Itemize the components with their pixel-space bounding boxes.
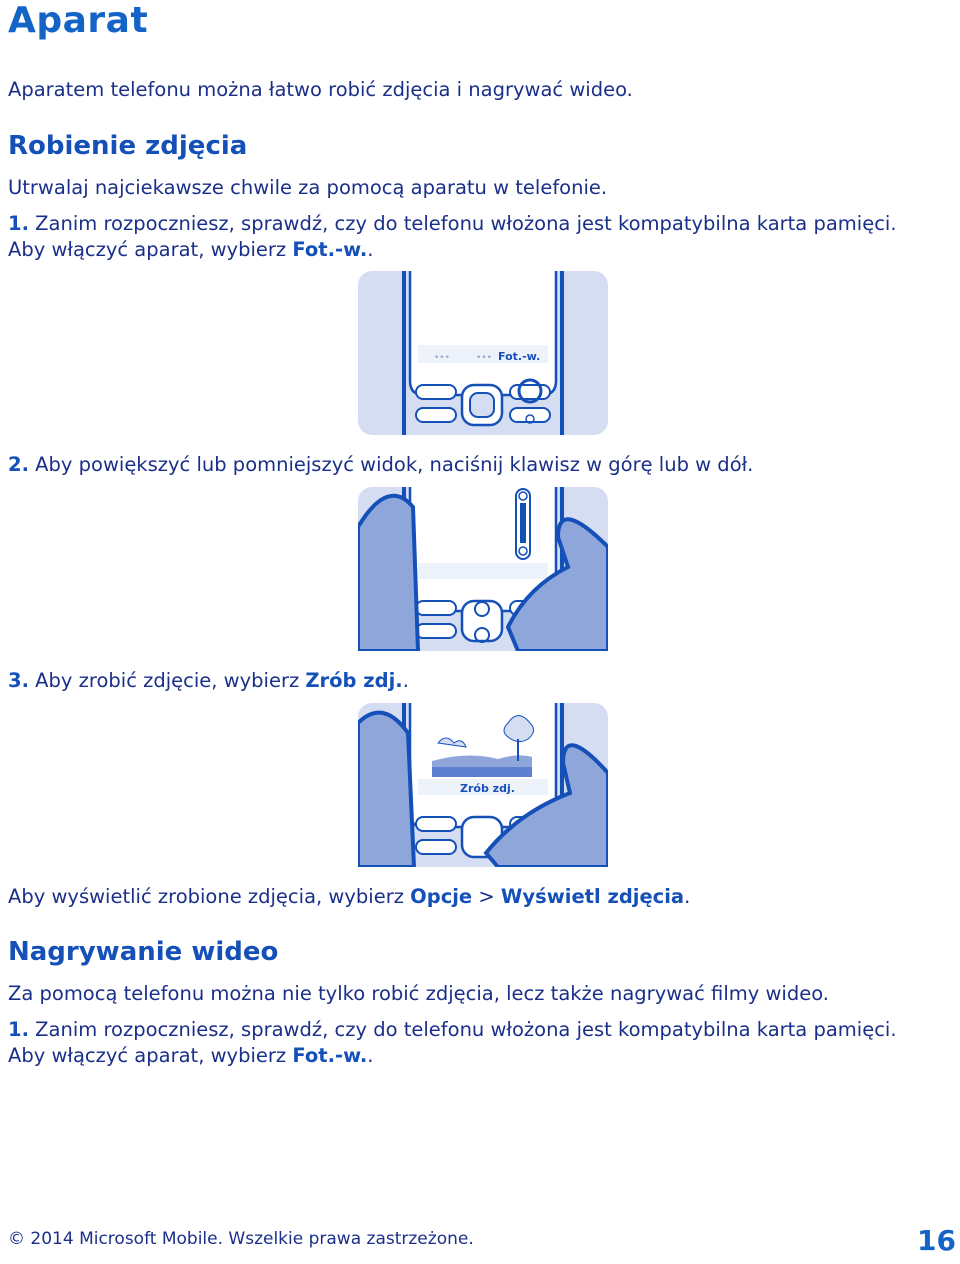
phone-illustration-camera-on bbox=[358, 271, 608, 435]
step-end: . bbox=[367, 238, 374, 261]
photo-step-1 bbox=[8, 211, 938, 263]
step-number: 1. bbox=[8, 1018, 29, 1041]
menu-view-photos: Wyświetl zdjęcia bbox=[500, 885, 685, 908]
menu-separator: > bbox=[472, 885, 501, 908]
phone-illustration-zoom bbox=[358, 487, 608, 651]
view-end: . bbox=[684, 885, 691, 908]
menu-options: Opcje bbox=[410, 885, 473, 908]
page-title: Aparat bbox=[8, 0, 149, 41]
intro-text: Aparatem telefonu można łatwo robić zdjęcia i nagrywać wideo. bbox=[8, 78, 633, 101]
view-photos-text bbox=[8, 884, 938, 910]
softkey-label: Zrób zdj. bbox=[460, 782, 515, 795]
photo-lead-text: Utrwalaj najciekawsze chwile za pomocą aparatu w telefonie. bbox=[8, 176, 608, 199]
step-command: Zrób zdj. bbox=[305, 669, 403, 692]
photo-step-2 bbox=[8, 452, 938, 478]
step-text: Zanim rozpoczniesz, sprawdź, czy do telefonu włożona jest kompatybilna karta pamięci. Aby włączyć aparat, wybierz bbox=[8, 212, 897, 261]
photo-step-3 bbox=[8, 668, 938, 694]
page-number: 16 bbox=[917, 1224, 956, 1257]
step-number: 3. bbox=[8, 669, 29, 692]
softkey-label: Fot.-w. bbox=[498, 350, 541, 363]
footer-copyright: © 2014 Microsoft Mobile. Wszelkie prawa zastrzeżone. bbox=[8, 1229, 474, 1249]
step-text: Zanim rozpoczniesz, sprawdź, czy do telefonu włożona jest kompatybilna karta pamięci. Aby włączyć aparat, wybierz bbox=[8, 1018, 897, 1067]
video-step-1 bbox=[8, 1017, 938, 1069]
section-heading-video: Nagrywanie wideo bbox=[8, 937, 279, 967]
step-number: 2. bbox=[8, 453, 29, 476]
section-heading-photo: Robienie zdjęcia bbox=[8, 131, 248, 161]
svg-text:•••: ••• bbox=[434, 353, 450, 363]
step-command: Fot.-w. bbox=[292, 1044, 368, 1067]
video-lead-text: Za pomocą telefonu można nie tylko robić zdjęcia, lecz także nagrywać filmy wideo. bbox=[8, 982, 830, 1005]
view-text: Aby wyświetlić zrobione zdjęcia, wybierz bbox=[8, 885, 411, 908]
phone-illustration-take-photo bbox=[358, 703, 608, 867]
step-text: Aby powiększyć lub pomniejszyć widok, naciśnij klawisz w górę lub w dół. bbox=[28, 453, 754, 476]
svg-text:•••: ••• bbox=[476, 353, 492, 363]
step-end: . bbox=[402, 669, 409, 692]
step-number: 1. bbox=[8, 212, 29, 235]
step-end: . bbox=[367, 1044, 374, 1067]
step-text: Aby zrobić zdjęcie, wybierz bbox=[28, 669, 306, 692]
step-command: Fot.-w. bbox=[292, 238, 368, 261]
